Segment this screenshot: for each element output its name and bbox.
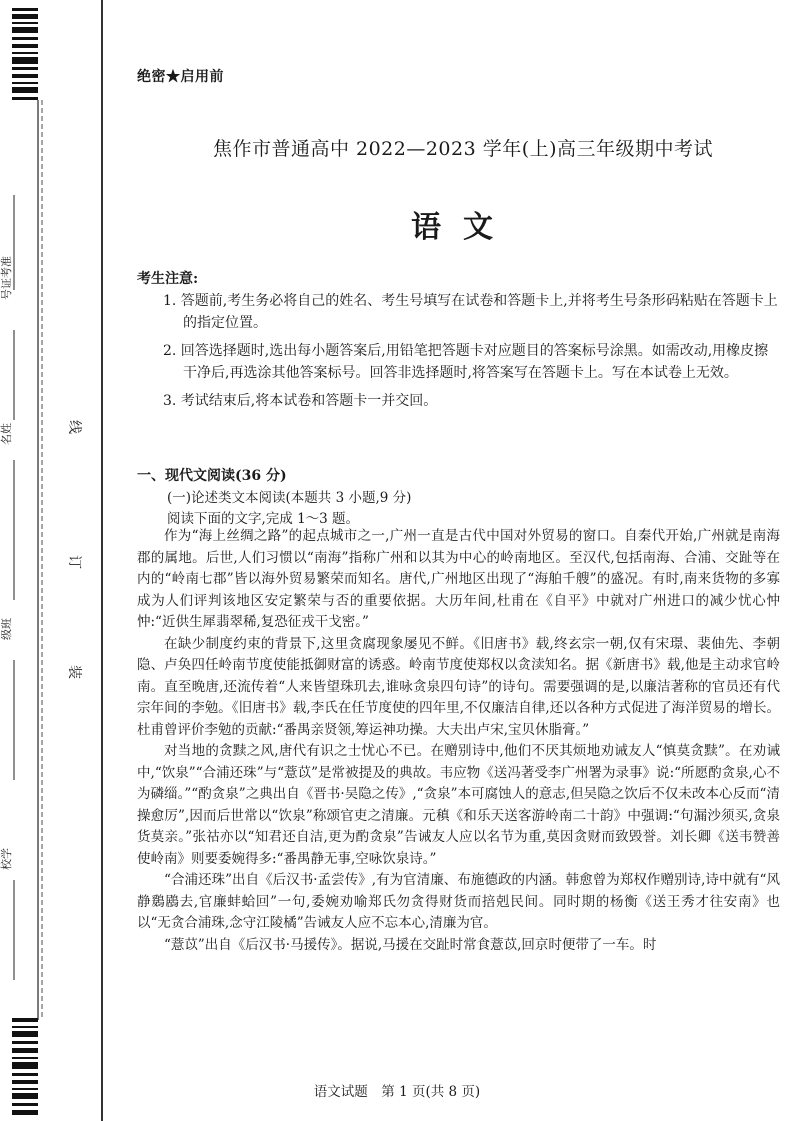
reading-passage: [137, 526, 780, 956]
barcode-top: [12, 8, 38, 100]
field-label-class: 级班: [0, 618, 13, 640]
field-label-name: 名姓: [0, 423, 13, 445]
notice-item: 3. 考试结束后,将本试卷和答题卡一并交回。: [163, 393, 438, 409]
subject-title: 语文: [411, 210, 515, 245]
part-heading: (一)论述类文本阅读(本题共 3 小题,9 分): [167, 490, 412, 506]
field-label-school: 校学: [0, 848, 13, 870]
secret-mark: 绝密★启用前: [137, 69, 224, 85]
passage-paragraph: “合浦还珠”出自《后汉书·孟尝传》,有为官清廉、布施德政的内涵。韩愈曾为郑权作赠别诗,诗中就有“风静鶢鶋去,官廉蚌蛤回”一句,委婉劝喻郑氏勿贪得财货而掊剋民间。同时期的杨衡《送王秀才往安南》也以“无贪合浦珠,念守江陵橘”告诫友人应不忘本心,清廉为官。: [137, 872, 780, 931]
page-footer: 语文试题 第 1 页(共 8 页): [313, 1084, 481, 1100]
exam-title: 焦作市普通高中 2022—2023 学年(上)高三年级期中考试: [212, 138, 714, 160]
binding-label-line: 线: [66, 420, 82, 434]
notice-list: [163, 290, 780, 418]
section-heading: 一、现代文阅读(36 分): [137, 468, 287, 484]
field-label-exam-number: 号证考准: [0, 256, 13, 300]
binding-label-order: 订: [66, 555, 82, 569]
passage-paragraph: 在缺少制度约束的背景下,这里贪腐现象屡见不鲜。《旧唐书》载,终玄宗一朝,仅有宋璟、裴伷先、李朝隐、卢奂四任岭南节度使能抵御财富的诱惑。岭南节度使郑权以贪渎知名。据《新唐书》载,他是主动求官岭南。直至晚唐,还流传着“人来皆望珠玑去,谁咏贪泉四句诗”的诗句。需要强调的是,以廉洁著称的官员还有代宗年间的李勉。《旧唐书》载,李氏在任节度使的四年里,不仅廉洁自律,还以各种方式促进了海洋贸易的增长。杜甫曾评价李勉的贡献:“番禺亲贤领,筹运神功操。大夫出卢宋,宝贝休脂膏。”: [137, 635, 780, 738]
binding-strip: [0, 0, 108, 1121]
binding-label-install: 装: [66, 665, 82, 679]
notice-heading: 考生注意:: [137, 271, 199, 287]
notice-item: 2. 回答选择题时,选出每小题答案后,用铅笔把答题卡对应题目的答案标号涂黑。如需改动,用橡皮擦干净后,再选涂其他答案标号。回答非选择题时,将答案写在答题卡上。写在本试卷上无效。: [163, 343, 769, 381]
passage-paragraph: “薏苡”出自《后汉书·马援传》。据说,马援在交趾时常食薏苡,回京时便带了一车。时: [164, 936, 657, 953]
notice-item: 1. 答题前,考生务必将自己的姓名、考生号填写在试卷和答题卡上,并将考生号条形码粘贴在答题卡上的指定位置。: [163, 293, 778, 331]
barcode-bottom: [12, 1018, 38, 1115]
passage-paragraph: 对当地的贪黩之风,唐代有识之士忧心不已。在赠别诗中,他们不厌其烦地劝诫友人“慎莫贪黩”。在劝诫中,“饮泉”“合浦还珠”与“薏苡”是常被提及的典故。韦应物《送冯著受李广州署为录事》说:“所愿酌贪泉,心不为磷缁。”“酌贪泉”之典出自《晋书·吴隐之传》,“贪泉”本可腐蚀人的意志,但吴隐之饮后不仅未改本心反而“清操愈厉”,因而后世常以“饮泉”称颂官吏之清廉。元稹《和乐天送客游岭南二十韵》中强调:“句漏沙须买,贪泉货莫亲。”张祜亦以“知君还自洁,更为酌贪泉”告诫友人应以名节为重,莫因贪财而致毁誉。刘长卿《送韦赞善使岭南》则要委婉得多:“番禺静无事,空咏饮泉诗。”: [137, 743, 780, 867]
passage-paragraph: 作为“海上丝绸之路”的起点城市之一,广州一直是古代中国对外贸易的窗口。自秦代开始,广州就是南海郡的属地。后世,人们习惯以“南海”指称广州和以其为中心的岭南地区。至汉代,包括南海、合浦、交趾等在内的“岭南七郡”皆以海外贸易繁荣而知名。唐代,广州地区出现了“海舶千艘”的盛况。有时,南来货物的多寡成为人们评判该地区安定繁荣与否的重要依据。大历年间,杜甫在《自平》中就对广州进口的减少忧心忡忡:“近供生犀翡翠稀,复恐征戎干戈密。”: [137, 528, 780, 630]
reading-instruction: 阅读下面的文字,完成 1～3 题。: [167, 511, 360, 527]
